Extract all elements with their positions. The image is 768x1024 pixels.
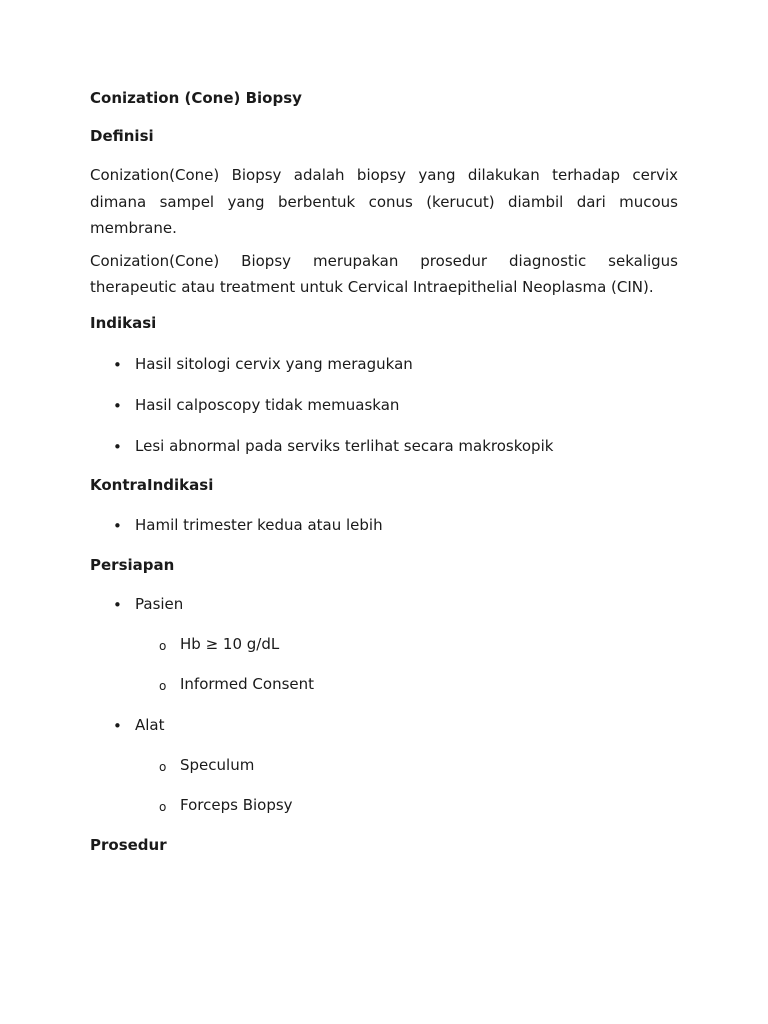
bullet-icon: • (113, 437, 122, 456)
sub-list-item (90, 795, 678, 815)
bullet-icon: • (113, 595, 122, 614)
persiapan-pasien-sublist (90, 634, 678, 694)
section-heading-indikasi: Indikasi (90, 313, 157, 332)
definisi-paragraph-1: Conization(Cone) Biopsy adalah biopsy yang dilakukan terhadap cervix dimana sampel yang berbentuk conus (kerucut) diambil dari mucous membrane. (90, 166, 678, 237)
persiapan-list-continued (90, 715, 678, 735)
kontraindikasi-item (90, 515, 678, 535)
document-body (90, 88, 678, 855)
sub-bullet-icon: o (159, 799, 167, 814)
sub-list-item (90, 755, 678, 775)
persiapan-alat-sublist (90, 755, 678, 815)
list-item-text: Lesi abnormal pada serviks terlihat secara makroskopik (135, 436, 554, 455)
sub-list-item (90, 634, 678, 654)
list-item-text: Alat (135, 715, 165, 734)
sub-bullet-icon: o (159, 678, 167, 693)
sub-item-text: Informed Consent (180, 674, 315, 693)
indikasi-item (90, 354, 678, 374)
section-heading-prosedur: Prosedur (90, 835, 167, 854)
sub-item-text: Forceps Biopsy (180, 795, 293, 814)
sub-item-text: Speculum (180, 755, 255, 774)
list-item-text: Hasil sitologi cervix yang meragukan (135, 354, 413, 373)
persiapan-group-alat (90, 715, 678, 735)
persiapan-group-pasien (90, 594, 678, 614)
bullet-icon: • (113, 716, 122, 735)
list-item-text: Pasien (135, 594, 184, 613)
section-heading-persiapan: Persiapan (90, 555, 175, 574)
section-heading-definisi: Definisi (90, 127, 154, 145)
bullet-icon: • (113, 396, 122, 415)
sub-bullet-icon: o (159, 759, 167, 774)
indikasi-item (90, 395, 678, 415)
indikasi-list (90, 354, 678, 456)
bullet-icon: • (113, 355, 122, 374)
definisi-paragraph-2: Conization(Cone) Biopsy merupakan prosedur diagnostic sekaligus therapeutic atau treatment untuk Cervical Intraepithelial Neoplasma (CIN). (90, 251, 678, 296)
list-item-text: Hamil trimester kedua atau lebih (135, 515, 383, 534)
section-heading-kontraindikasi: KontraIndikasi (90, 475, 214, 494)
indikasi-item (90, 436, 678, 456)
sub-list-item (90, 674, 678, 694)
document-title: Conization (Cone) Biopsy (90, 89, 302, 107)
sub-bullet-icon: o (159, 638, 167, 653)
persiapan-list (90, 594, 678, 614)
list-item-text: Hasil calposcopy tidak memuaskan (135, 395, 400, 414)
kontraindikasi-list (90, 515, 678, 535)
sub-item-text: Hb ≥ 10 g/dL (180, 634, 280, 653)
bullet-icon: • (113, 516, 122, 535)
